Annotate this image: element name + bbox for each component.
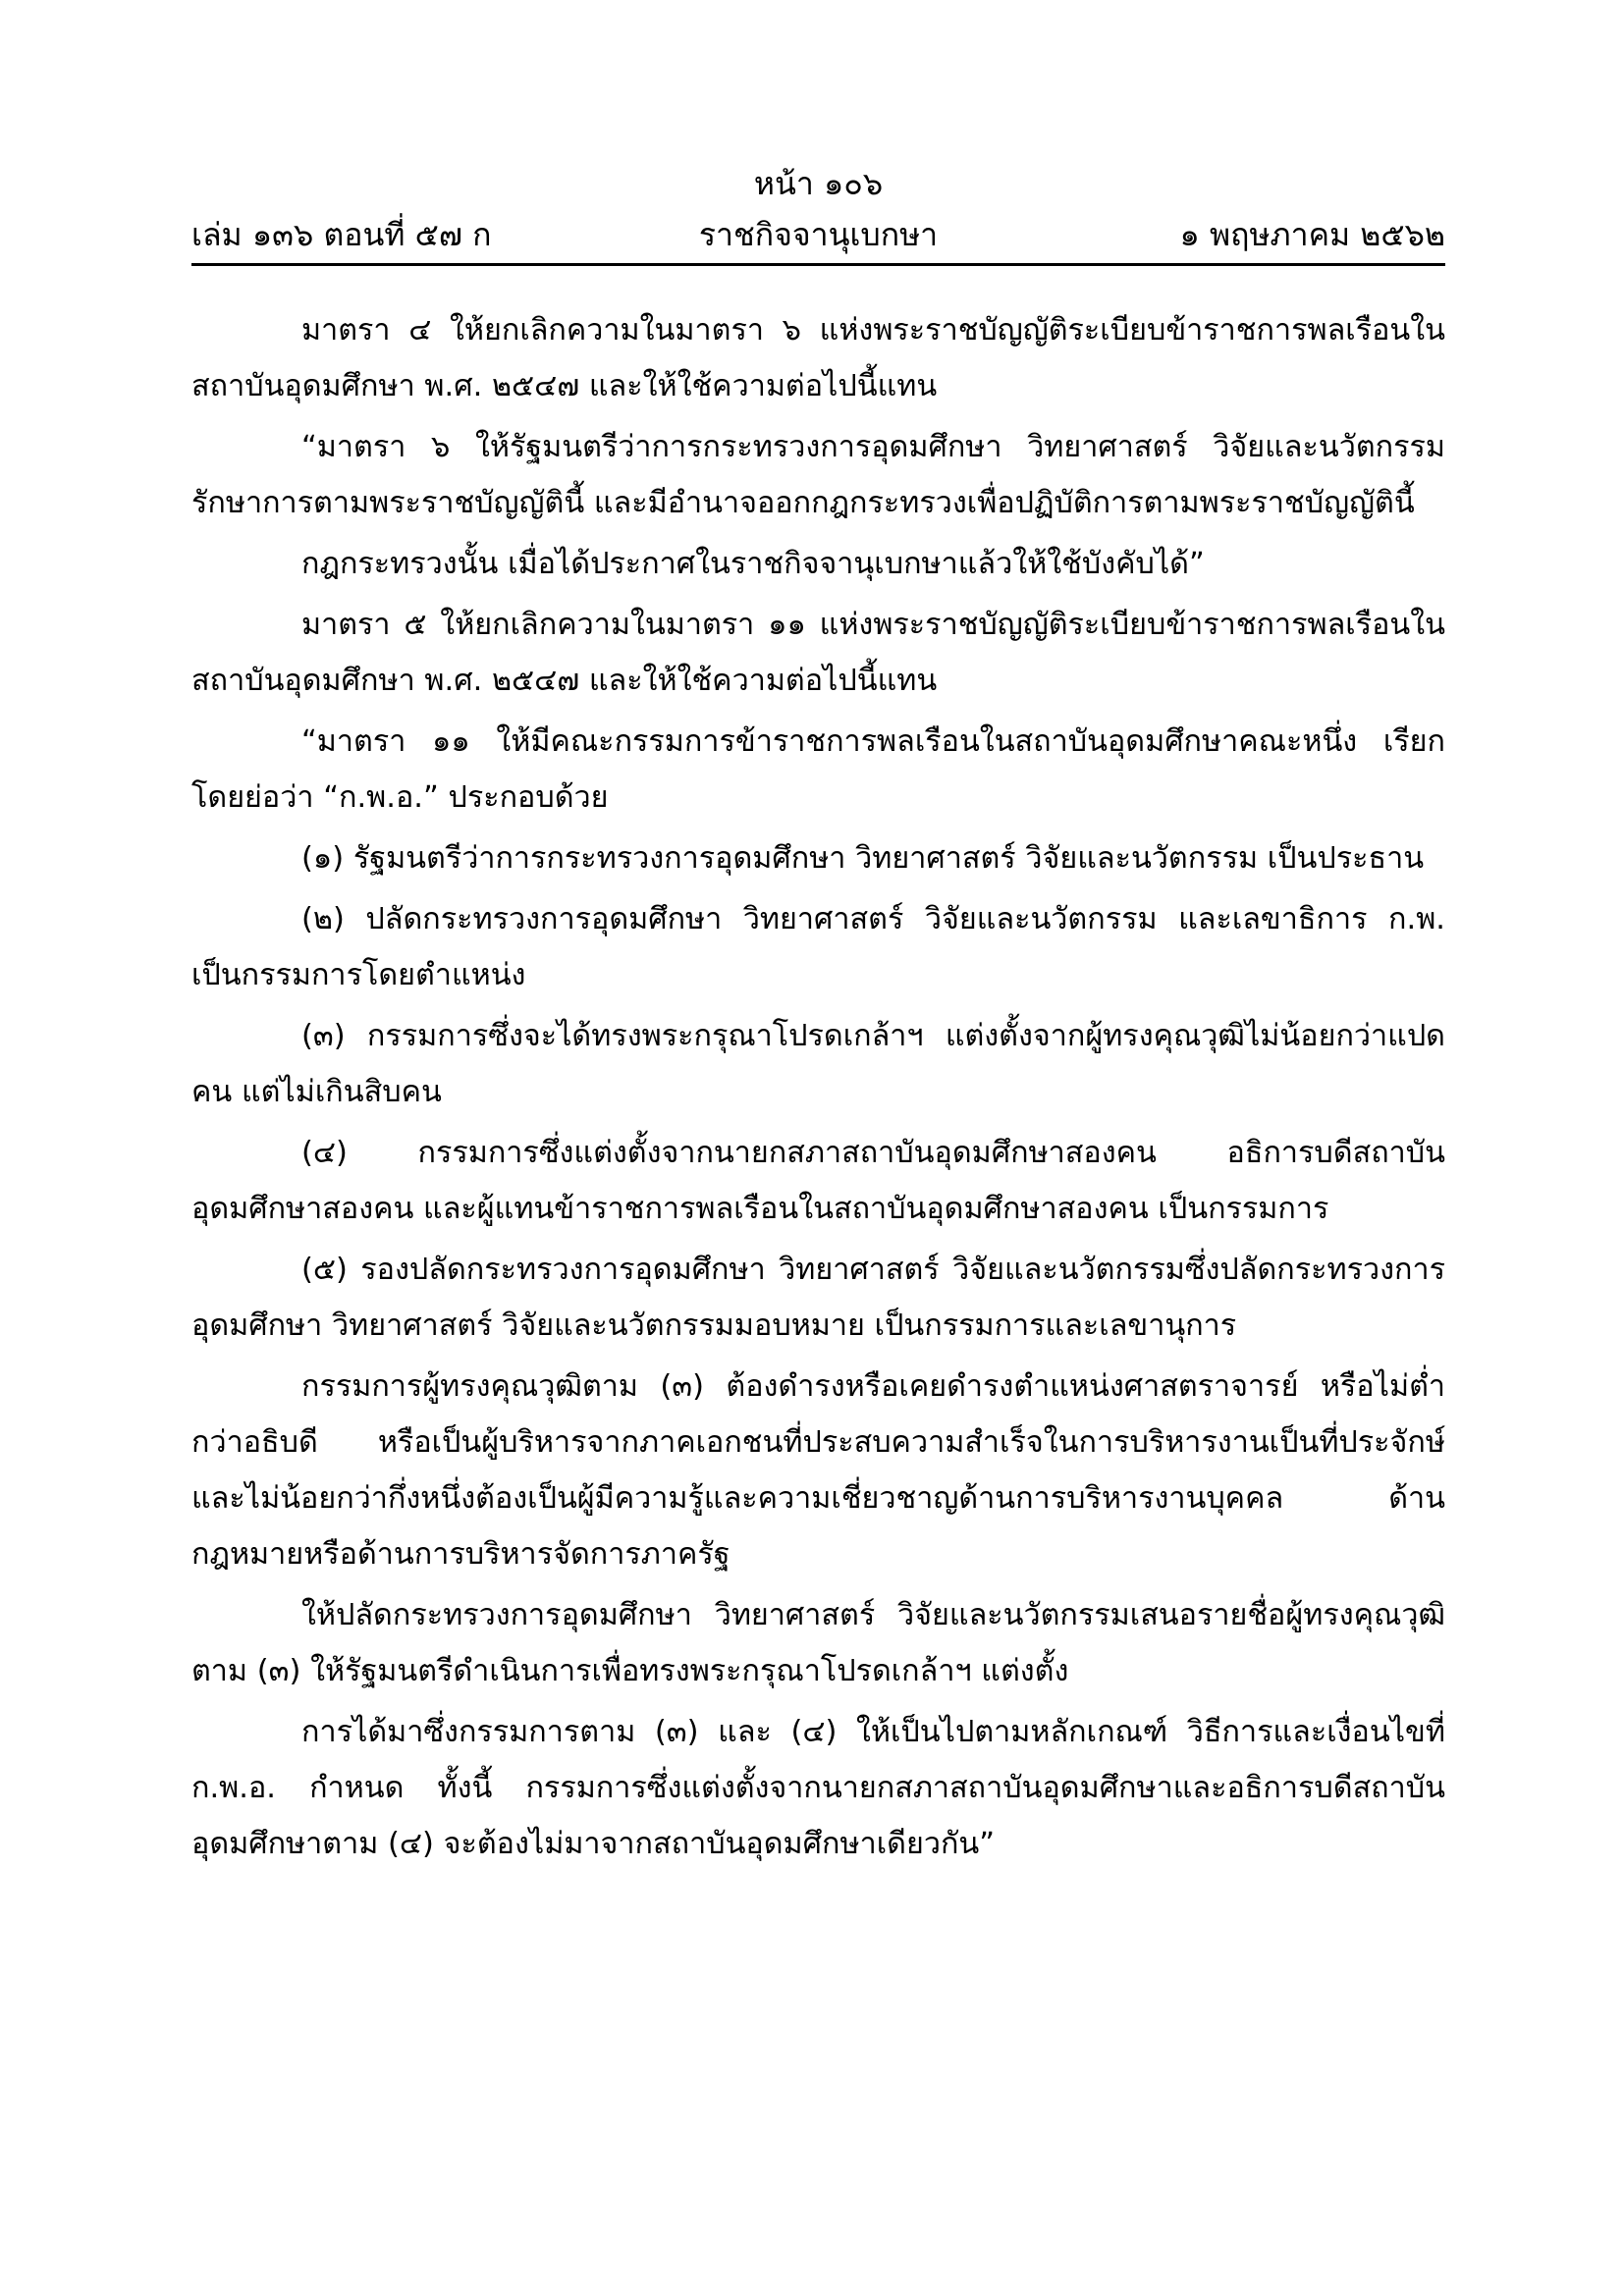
header-rule (191, 263, 1445, 266)
page-header (191, 162, 1445, 270)
nomination-paragraph: ให้ปลัดกระทรวงการอุดมศึกษา วิทยาศาสตร์ วิจัยและนวัตกรรมเสนอรายชื่อผู้ทรงคุณวุฒิตาม (๓) ให้รัฐมนตรีดำเนินการเพื่อทรงพระกรุณาโปรดเกล้าฯ แต่งตั้ง (191, 1598, 1445, 1688)
gazette-title: ราชกิจจานุเบกษา (698, 216, 939, 253)
volume-issue: เล่ม ๑๓๖ ตอนที่ ๕๗ ก (191, 216, 492, 253)
selection-criteria-paragraph: การได้มาซึ่งกรรมการตาม (๓) และ (๔) ให้เป็นไปตามหลักเกณฑ์ วิธีการและเงื่อนไขที่ ก.พ.อ. กำหนด ทั้งนี้ กรรมการซึ่งแต่งตั้งจากนายกสภาสถาบันอุดมศึกษาและอธิการบดีสถาบันอุดมศึกษาตาม (๔) จะต้องไม่มาจากสถาบันอุดมศึกษาเดียวกัน” (191, 1715, 1445, 1861)
section-11-paragraph: “มาตรา ๑๑ ให้มีคณะกรรมการข้าราชการพลเรือนในสถาบันอุดมศึกษาคณะหนึ่ง เรียกโดยย่อว่า “ก.พ.อ.” ประกอบด้วย (191, 724, 1445, 815)
section-5-paragraph: มาตรา ๕ ให้ยกเลิกความในมาตรา ๑๑ แห่งพระราชบัญญัติระเบียบข้าราชการพลเรือนในสถาบันอุดมศึกษา พ.ศ. ๒๕๔๗ และให้ใช้ความต่อไปนี้แทน (191, 608, 1445, 698)
section-6-paragraph: “มาตรา ๖ ให้รัฐมนตรีว่าการกระทรวงการอุดมศึกษา วิทยาศาสตร์ วิจัยและนวัตกรรม รักษาการตามพระราชบัญญัตินี้ และมีอำนาจออกกฎกระทรวงเพื่อปฏิบัติการตามพระราชบัญญัตินี้ (191, 430, 1445, 520)
item-2-paragraph: (๒) ปลัดกระทรวงการอุดมศึกษา วิทยาศาสตร์ วิจัยและนวัตกรรม และเลขาธิการ ก.พ. เป็นกรรมการโดยตำแหน่ง (191, 902, 1445, 992)
header-row (191, 213, 1445, 256)
item-5-paragraph: (๕) รองปลัดกระทรวงการอุดมศึกษา วิทยาศาสตร์ วิจัยและนวัตกรรมซึ่งปลัดกระทรวงการอุดมศึกษา วิทยาศาสตร์ วิจัยและนวัตกรรมมอบหมาย เป็นกรรมการและเลขานุการ (191, 1253, 1445, 1343)
page-number: หน้า ๑๐๖ (753, 165, 884, 202)
item-4-paragraph: (๔) กรรมการซึ่งแต่งตั้งจากนายกสภาสถาบันอุดมศึกษาสองคน อธิการบดีสถาบันอุดมศึกษาสองคน และผู้แทนข้าราชการพลเรือนในสถาบันอุดมศึกษาสองคน เป็นกรรมการ (191, 1136, 1445, 1226)
ministerial-regulation-paragraph: กฎกระทรวงนั้น เมื่อได้ประกาศในราชกิจจานุเบกษาแล้วให้ใช้บังคับได้” (301, 547, 1205, 581)
document-body (191, 302, 1445, 1877)
qualifications-paragraph: กรรมการผู้ทรงคุณวุฒิตาม (๓) ต้องดำรงหรือเคยดำรงตำแหน่งศาสตราจารย์ หรือไม่ต่ำกว่าอธิบดี หรือเป็นผู้บริหารจากภาคเอกชนที่ประสบความสำเร็จในการบริหารงานเป็นที่ประจักษ์และไม่น้อยกว่ากึ่งหนึ่งต้องเป็นผู้มีความรู้และความเชี่ยวชาญด้านการบริหารงานบุคคล ด้านกฎหมายหรือด้านการบริหารจัดการภาครัฐ (191, 1369, 1445, 1572)
item-3-paragraph: (๓) กรรมการซึ่งจะได้ทรงพระกรุณาโปรดเกล้าฯ แต่งตั้งจากผู้ทรงคุณวุฒิไม่น้อยกว่าแปดคน แต่ไม่เกินสิบคน (191, 1019, 1445, 1109)
item-1-paragraph: (๑) รัฐมนตรีว่าการกระทรวงการอุดมศึกษา วิทยาศาสตร์ วิจัยและนวัตกรรม เป็นประธาน (301, 841, 1425, 876)
publication-date: ๑ พฤษภาคม ๒๕๖๒ (1179, 216, 1445, 253)
section-4-paragraph: มาตรา ๔ ให้ยกเลิกความในมาตรา ๖ แห่งพระราชบัญญัติระเบียบข้าราชการพลเรือนในสถาบันอุดมศึกษา พ.ศ. ๒๕๔๗ และให้ใช้ความต่อไปนี้แทน (191, 313, 1445, 403)
